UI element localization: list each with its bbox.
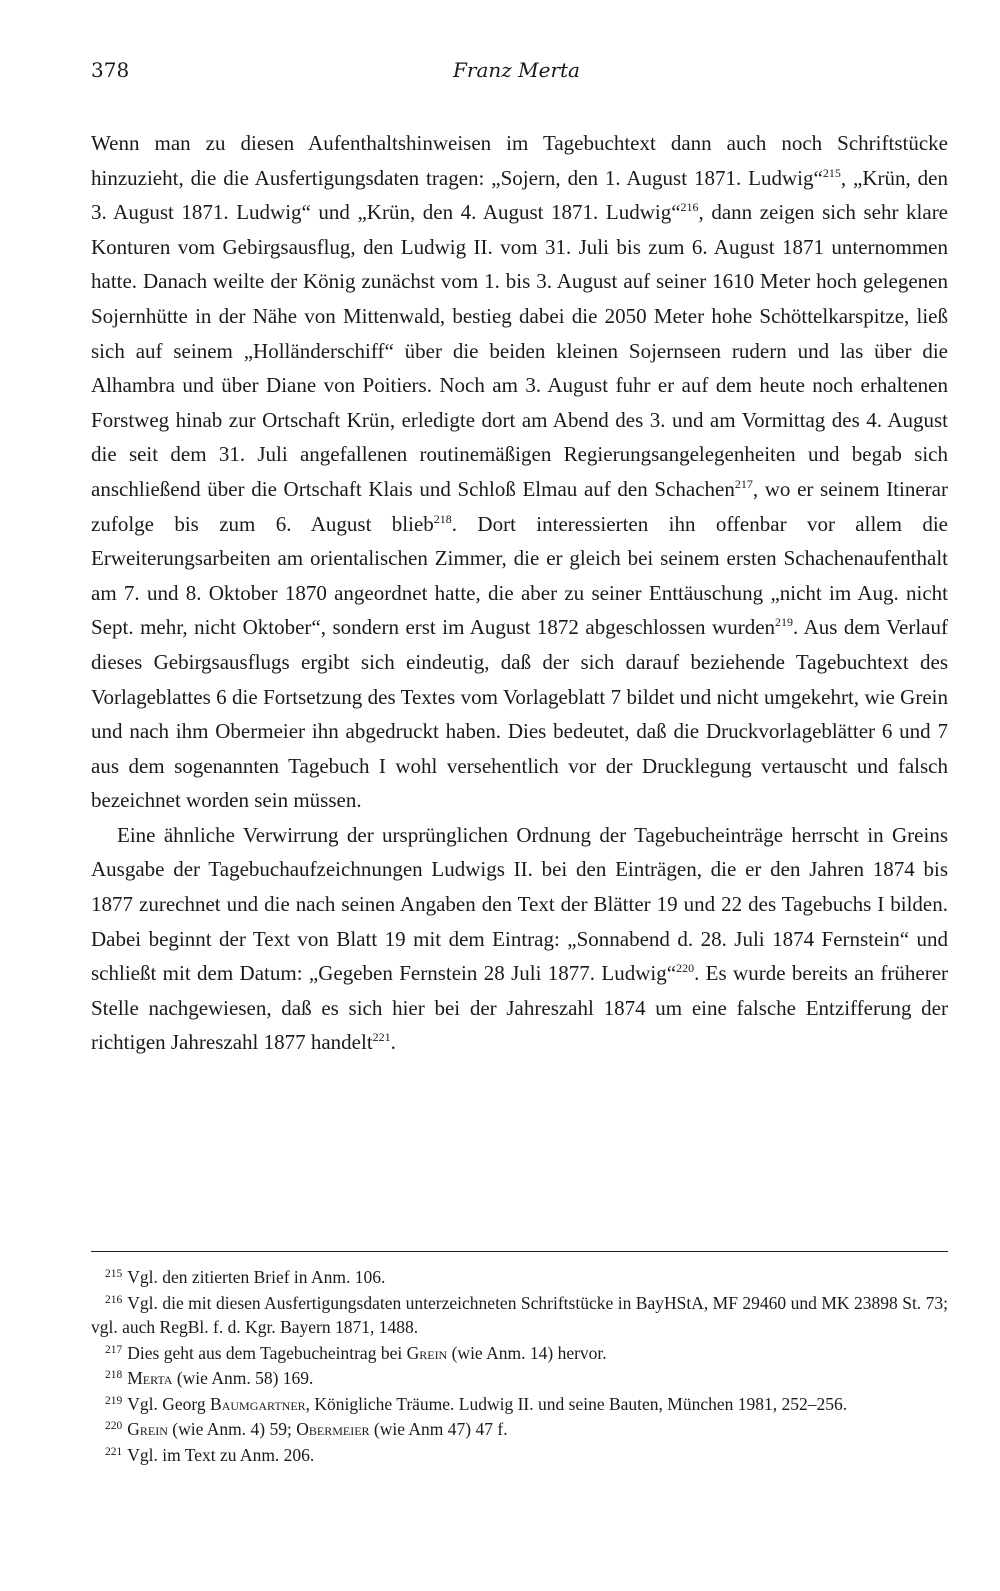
footnote-number: 218 [105,1369,123,1381]
footnote-text: Dies geht aus dem Tagebucheintrag bei [127,1342,407,1363]
footnote-number: 221 [105,1445,123,1458]
footnote [91,1366,948,1391]
footnote [91,1341,948,1366]
text-segment: , „Krün, den 3. August 1871. Ludwig“ und „Krün, den 4. August 1871. Ludwig“ [91,165,948,225]
footnote-ref: 219 [775,615,794,630]
footnote-text: Vgl. den zitierten Brief in Anm. 106. [127,1267,386,1287]
body-text [91,126,948,1060]
footnote-text: (wie Anm. 4) 59; [167,1419,297,1439]
footnote-ref: 221 [372,1030,391,1045]
author-name: Merta [127,1368,173,1388]
author-name: Grein [406,1342,448,1363]
footnote-ref: 216 [680,200,699,215]
text-segment: Eine ähnliche Verwirrung der ursprünglichen Ordnung der Tagebucheinträge herrscht in Greins Ausgabe der Tagebuchaufzeichnungen Ludwigs II. bei den Einträgen, die er den Jahren 1874 bis 1877 zurechnet und die nach seinen Angaben den Text der Blätter 19 und 22 des Tagebuchs I bilden. Dabei beginnt der Text von Blatt 19 mit dem Eintrag: „Sonnabend d. 28. Juli 1874 Fernstein“ und schließt mit dem Datum: „Gegeben Fernstein 28 Juli 1877. Ludwig“ [91,822,948,986]
text-segment: . Dort interessierten ihn offenbar vor allem die Erweiterungsarbeiten am orientalischen Zimmer, die er gleich bei seinem ersten Schachenaufenthalt am 7. und 8. Oktober 1870 angeordnet hatte, die aber zu seiner Enttäuschung „nicht im Aug. nicht Sept. mehr, nicht Oktober“, sondern erst im August 1872 abgeschlossen wurden [91,511,948,640]
footnote-text: (wie Anm. 58) 169. [172,1368,314,1388]
paragraph-1 [91,126,948,818]
footnote-number: 220 [105,1420,123,1432]
footnote-ref: 217 [734,476,753,491]
footnote-ref: 220 [676,961,695,976]
page-number: 378 [91,58,130,82]
footnotes [91,1265,948,1468]
footnote-text: (wie Anm 47) 47 f. [369,1419,508,1439]
footnote-separator [91,1251,948,1252]
footnote [91,1291,948,1340]
text-segment: . Es wurde bereits an früherer Stelle nachgewiesen, daß es sich hier bei der Jahreszahl 1874 um eine falsche Entzifferung der richtigen Jahreszahl 1877 handelt [91,961,949,1055]
text-segment: , wo er seinem Itinerar zufolge bis zum 6. August blieb [91,476,948,536]
text-segment: , dann zeigen sich sehr klare Konturen vom Gebirgsausflug, den Ludwig II. vom 31. Juli bis zum 6. August 1871 unternommen hatte. Danach weilte der König zunächst vom 1. bis 3. August auf seiner 1610 Meter hoch gelegenen Sojernhütte in der Nähe von Mittenwald, bestieg dabei die 2050 Meter hohe Schöttelkarspitze, ließ sich auf seinem „Holländerschiff“ über die beiden kleinen Sojernseen rudern und las über die Alhambra und über Diane von Poitiers. Noch am 3. August fuhr er auf dem heute noch erhaltenen Forstweg hinab zur Ortschaft Krün, erledigte dort am Abend des 3. und am Vormittag des 4. August die seit dem 31. Juli angefallenen routinemäßigen Regierungsangelegenheiten und begab sich anschließend über die Ortschaft Klais und Schloß Elmau auf den Schachen [91,200,949,501]
author-name: Grein [127,1419,168,1439]
text-segment: . Aus dem Verlauf dieses Gebirgsausflugs ergibt sich eindeutig, daß der sich darauf beziehende Tagebuchtext des Vorlageblattes 6 die Fortsetzung des Textes vom Vorlageblatt 7 bildet und nicht umgekehrt, wie Grein und nach ihm Obermeier ihn abgedruckt haben. Dies bedeutet, daß die Druckvorlageblätter 6 und 7 aus dem sogenannten Tagebuch I wohl versehentlich vor der Drucklegung vertauscht und falsch bezeichnet worden sein müssen. [91,615,948,813]
text-segment: Wenn man zu diesen Aufenthaltshinweisen im Tagebuchtext dann auch noch Schriftstücke hinzuzieht, die die Ausfertigungsdaten tragen: „Sojern, den 1. August 1871. Ludwig“ [91,131,948,190]
footnote-text: , Königliche Träume. Ludwig II. und seine Bauten, München 1981, 252–256. [305,1393,848,1414]
page-header [91,58,942,88]
footnote-number: 219 [105,1394,123,1407]
author-name: Baumgartner [210,1393,306,1414]
footnote-number: 216 [105,1293,123,1306]
footnote-number: 217 [105,1343,123,1356]
footnote-text: Vgl. im Text zu Anm. 206. [127,1444,315,1465]
footnote [91,1443,948,1468]
footnote [91,1392,948,1417]
footnote-text: Vgl. die mit diesen Ausfertigungsdaten unterzeichneten Schriftstücke in BayHStA, MF 29460 und MK 23898 St. 73; vgl. auch RegBl. f. d. Kgr. Bayern 1871, 1488. [91,1292,948,1337]
footnote [91,1417,948,1442]
footnote-ref: 218 [433,511,452,526]
footnote-text: Vgl. Georg [127,1393,211,1414]
text-segment: . [390,1030,396,1055]
footnote-ref: 215 [822,165,841,180]
paragraph-2 [91,818,948,1060]
footnote-text: (wie Anm. 14) hervor. [447,1342,607,1363]
footnote [91,1265,948,1290]
running-head: Franz Merta [453,58,580,82]
author-name: Obermeier [296,1419,370,1439]
footnote-number: 215 [105,1268,123,1280]
